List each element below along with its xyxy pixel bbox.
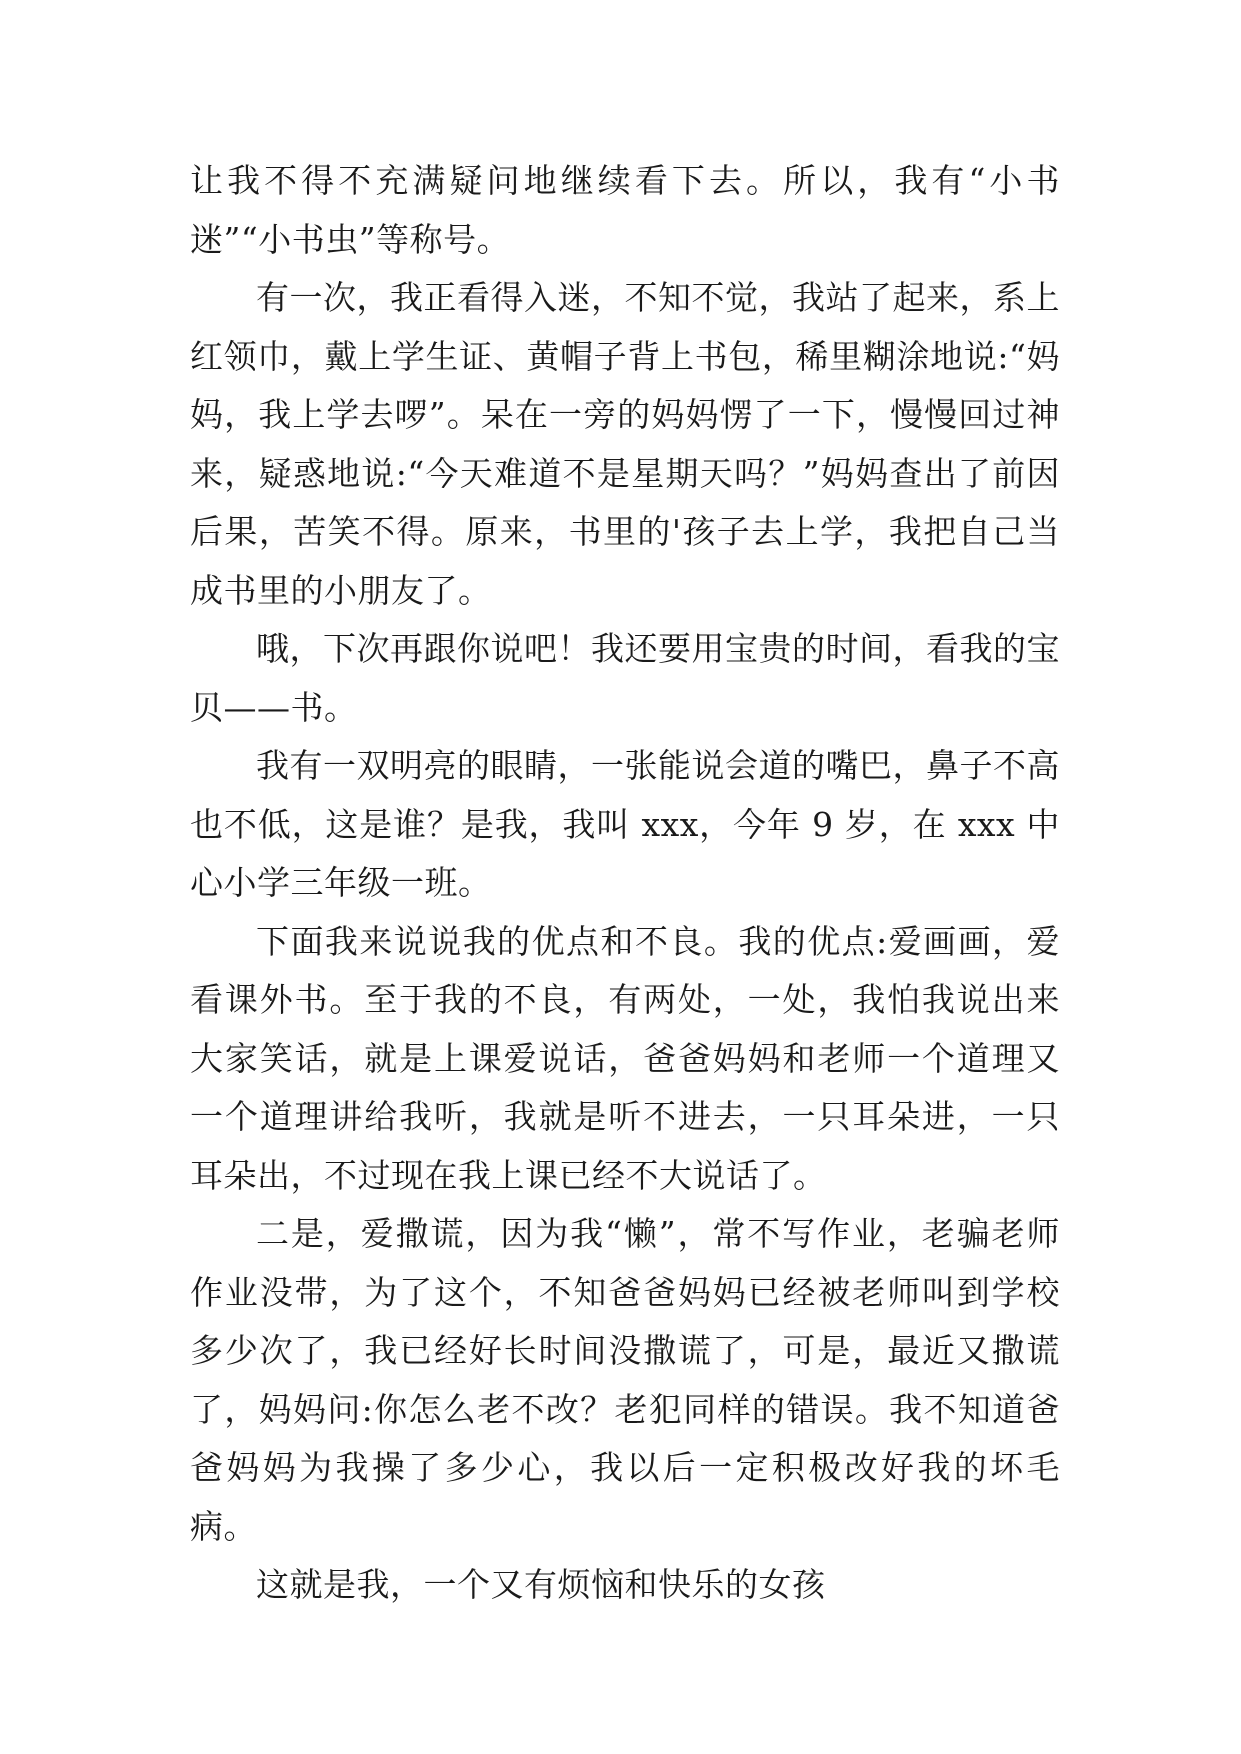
paragraph-3: 哦，下次再跟你说吧！我还要用宝贵的时间，看我的宝贝——书。 (190, 629, 1060, 727)
paragraph-4: 我有一双明亮的眼睛，一张能说会道的嘴巴，鼻子不高也不低，这是谁？是我，我叫 xxx，今年 9 岁，在 xxx 中心小学三年级一班。 (190, 746, 1060, 902)
paragraph-2: 有一次，我正看得入迷，不知不觉，我站了起来，系上红领巾，戴上学生证、黄帽子背上书包，稀里糊涂地说:“妈妈，我上学去啰”。呆在一旁的妈妈愣了一下，慢慢回过神来，疑惑地说:“今天难道不是星期天吗？”妈妈查出了前因后果，苦笑不得。原来，书里的'孩子去上学，我把自己当成书里的小朋友了。 (190, 278, 1060, 610)
paragraph-6: 二是，爱撒谎，因为我“懒”，常不写作业，老骗老师作业没带，为了这个，不知爸爸妈妈已经被老师叫到学校多少次了，我已经好长时间没撒谎了，可是，最近又撒谎了，妈妈问:你怎么老不改？老犯同样的错误。我不知道爸爸妈妈为我操了多少心，我以后一定积极改好我的坏毛病。 (190, 1214, 1060, 1546)
paragraph-7: 这就是我，一个又有烦恼和快乐的女孩 (256, 1565, 826, 1604)
paragraph-1: 让我不得不充满疑问地继续看下去。所以，我有“小书迷”“小书虫”等称号。 (190, 161, 1060, 259)
paragraph-5: 下面我来说说我的优点和不良。我的优点:爱画画，爱看课外书。至于我的不良，有两处，一处，我怕我说出来大家笑话，就是上课爱说话，爸爸妈妈和老师一个道理又一个道理讲给我听，我就是听不进去，一只耳朵进，一只耳朵出，不过现在我上课已经不大说话了。 (190, 921, 1060, 1195)
document-body (190, 152, 1060, 1615)
